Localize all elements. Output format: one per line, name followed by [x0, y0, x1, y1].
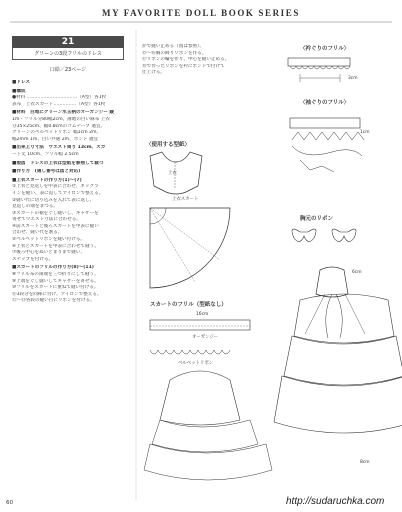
- dim-8cm: 8cm: [360, 460, 370, 465]
- instruction-line: 分35×25cm、幅0.8cmのゴムテープ 適宜、: [12, 123, 106, 129]
- instruction-line: 合わせ、縫い代を割る。: [12, 230, 63, 236]
- finished-dress-illustration: [274, 267, 402, 433]
- instruction-line: ⑫〜⑬各段の縫い目にリボンを付ける。: [12, 298, 95, 304]
- instruction-line: ②縫い代に切り込みを入れて表に返し、: [12, 197, 95, 203]
- instruction-line: ート丈 10cm、フリル幅 2.5cm: [12, 151, 79, 157]
- organza-label: オーガンジー: [192, 335, 219, 340]
- watermark-url: http://sudaruchka.com: [286, 496, 385, 507]
- sleeve-frill-diagram: [290, 118, 364, 172]
- instruction-line: 表布 上衣スカート……………（A型）各1枚: [12, 101, 106, 107]
- instruction-line: 1m・フリル分80幅2cm、薄地の白い麻布 上衣: [12, 116, 110, 122]
- instruction-line: ⑤ベルベットリボンを縫い付ける。: [12, 237, 86, 243]
- instruction-line: ■上衣スカートの作り方(1)〜(7): [12, 177, 82, 183]
- instruction-line: インを縫い、表に返してアイロンで整える。: [12, 190, 104, 196]
- series-title: MY FAVORITE DOLL BOOK SERIES: [102, 8, 300, 18]
- instruction-line: ■スカートのフリルの作り方(8)〜(11): [12, 265, 94, 271]
- instruction-line: ④前スカートと後ろスカートを中表に縫い: [12, 223, 99, 229]
- instruction-line: ③スカートの裾をぐし縫いし、ギャザーを: [12, 210, 99, 216]
- velvet-ribbon-label: ベルベットリボン: [178, 361, 214, 366]
- page-number: 60: [6, 500, 13, 506]
- instruction-line: ■出来上り寸法 ウエスト周り 13cm、スカ: [12, 145, 106, 151]
- instruction-line: ⑨上端をぐし縫いしてギャザーを寄せる。: [12, 278, 99, 284]
- dim-3cm: 3cm: [348, 76, 358, 81]
- dim-1cm: 1cm: [360, 130, 370, 135]
- instruction-line: かで縫い止める（図は参照）。: [142, 44, 205, 49]
- instruction-line: ⑮〜⑯胸の飾りリボンを作る。: [142, 50, 207, 56]
- skirt-pattern: [150, 208, 230, 288]
- instruction-line: 幅2mm 1m、白い共通 2m、ボンド 適宜: [12, 136, 99, 142]
- sleeve-frill-label: 〈袖ぐりのフリル〉: [300, 100, 350, 106]
- instruction-line: 寄せてウエスト寸法に合わせる。: [12, 217, 81, 223]
- frill-measure-label: 16cm: [196, 312, 209, 317]
- skirt-label: 上衣スカート: [172, 197, 199, 202]
- instruction-line: ⑪3段分を同様に付け、アイロンで整える。: [12, 291, 102, 297]
- instruction-line: グリーンのベルベットリボン 幅1cm 2m、: [12, 130, 102, 136]
- collar-frill-label: 〈衿ぐりのフリル〉: [300, 46, 350, 52]
- instruction-line: ⑱で作ったリボンを衿にボンドで付けて: [142, 63, 225, 69]
- collar-frill-diagram: [288, 58, 350, 82]
- instruction-line: ■構成: [12, 88, 26, 94]
- chest-ribbon-label: 胸元のリボン: [300, 216, 334, 222]
- instruction-line: ■材料 白地にグリーン水玉柄のオーガンジー 縦: [12, 110, 115, 116]
- instruction-line: 仕上げる。: [142, 70, 165, 76]
- dim-6cm: 6cm: [352, 270, 362, 275]
- page-reference: 口絵／23ページ: [49, 67, 87, 73]
- pattern-used-label: 〈使用する型紙〉: [146, 142, 191, 148]
- instruction-line: ⑧フリル布の両端を三つ折りにして縫う。: [12, 272, 99, 278]
- bodice-label: 上衣: [168, 171, 177, 176]
- instruction-line: ■ドレス: [12, 80, 30, 85]
- chest-ribbon-diagram: [292, 229, 356, 241]
- instruction-line: ①上衣と見返しを中表に合わせ、ネックラ: [12, 184, 99, 190]
- instruction-line: ■作り方 (通し番号は図と対応): [12, 169, 81, 175]
- item-number: 21: [12, 36, 124, 48]
- skirt-assembly-diagram: [144, 371, 272, 480]
- instruction-line: ●材料 ……………………………（A型）各1枚: [12, 95, 107, 101]
- instruction-line: ⑥上衣とスカートを中表に合わせて縫う。: [12, 243, 99, 249]
- instruction-line: 見返しの端をまつる。: [12, 204, 58, 210]
- instruction-line: ⑰リボンの輪を作り、中心を縫い止める。: [142, 57, 230, 63]
- instruction-line: ⑩フリルをスカートに重ねて縫い付ける。: [12, 285, 99, 291]
- instruction-line: ■製図 ドレスの上衣は型紙を参照して裁つ: [12, 160, 104, 166]
- instruction-line: ⑦後ろ中心をぬいどまりまで縫い、: [12, 250, 86, 256]
- skirt-frill-label: スカートのフリル（型紙なし）: [150, 302, 227, 308]
- instruction-line: スナップを付ける。: [12, 256, 54, 262]
- item-title: グリーンの3段フリルのドレス: [12, 48, 124, 60]
